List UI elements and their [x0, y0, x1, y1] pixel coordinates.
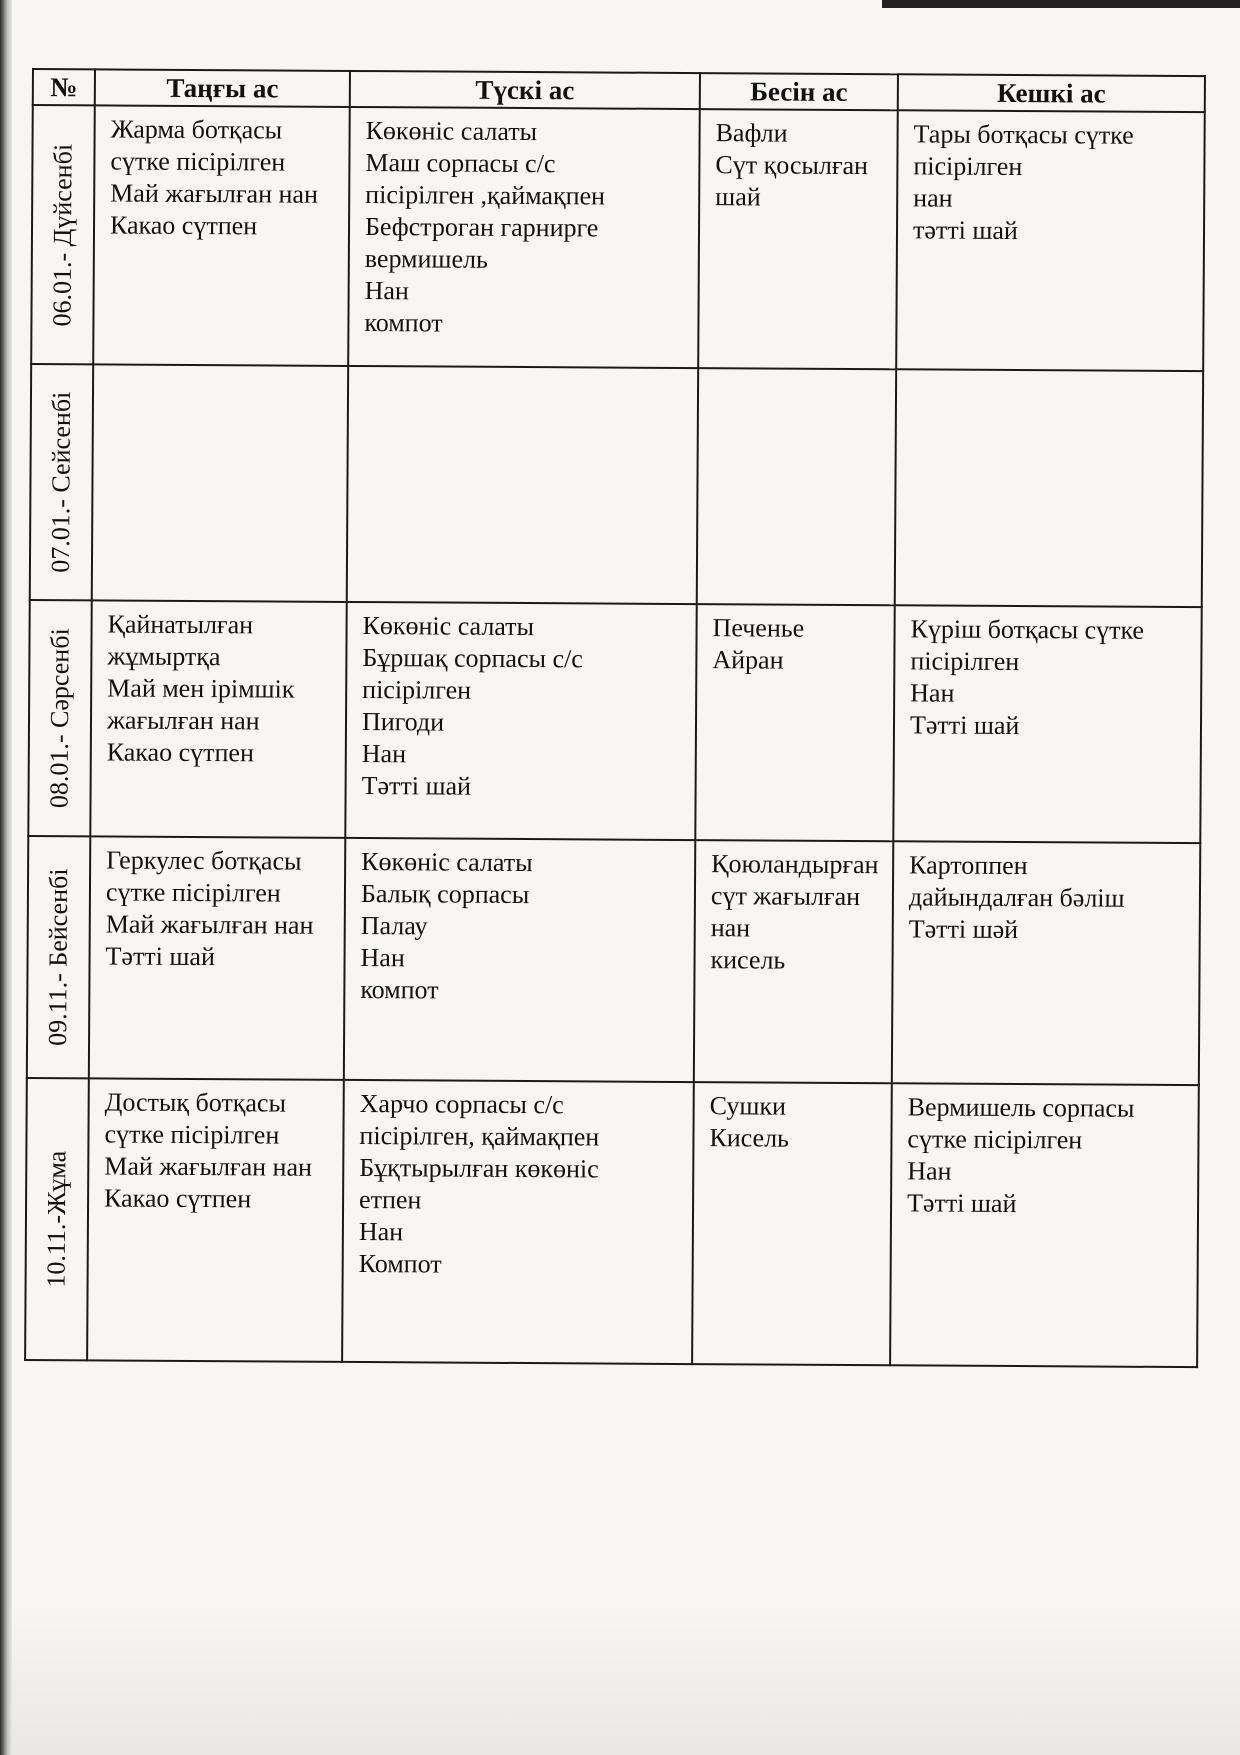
day-cell — [30, 364, 93, 600]
breakfast-items — [95, 366, 346, 374]
menu-item-line: Май жағылған нан — [104, 1151, 313, 1182]
breakfast-cell — [89, 836, 345, 1080]
dinner-items — [895, 843, 1199, 947]
menu-item-line: жұмыртқа — [107, 641, 221, 672]
weekly-menu-table — [24, 68, 1206, 1368]
bottom-shade — [12, 1600, 1240, 1755]
dinner-items — [893, 1085, 1197, 1221]
menu-item-line: сүтке пісірілген — [105, 877, 281, 908]
menu-item-line: Бефстроган гарнирге — [364, 212, 599, 243]
menu-item-line: Көкөніс салаты — [365, 116, 538, 147]
menu-item-line: Печенье — [712, 613, 805, 643]
table-row — [31, 105, 1205, 371]
snack-cell — [692, 1082, 892, 1365]
menu-item-line: сүтке пісірілген — [110, 146, 286, 177]
lunch-cell — [344, 838, 695, 1082]
header-number: № — [33, 69, 95, 105]
snack-cell — [694, 840, 893, 1083]
header-dinner: Кешкі ас — [898, 74, 1205, 112]
breakfast-items — [96, 107, 348, 243]
menu-item-line: Нан — [910, 678, 955, 708]
menu-item-line: Бұршақ сорпасы с/с — [362, 643, 583, 674]
lunch-cell — [345, 602, 696, 840]
menu-item-line: вермишель — [364, 244, 488, 274]
menu-item-line: Қайнатылған — [107, 609, 254, 640]
menu-item-line: Көкөніс салаты — [361, 847, 533, 878]
menu-item-line: Вафли — [715, 118, 788, 148]
menu-item-line: Бұқтырылған көкөніс — [359, 1153, 599, 1184]
page-edge-shadow — [0, 0, 12, 1755]
menu-item-line: тәтті шай — [912, 215, 1018, 246]
breakfast-cell — [87, 1078, 344, 1362]
menu-item-line: Какао сүтпен — [104, 1183, 252, 1214]
header-lunch: Түскі ас — [350, 71, 700, 109]
snack-items — [696, 842, 891, 977]
menu-item-line: Компот — [358, 1249, 442, 1279]
dinner-items — [899, 112, 1203, 248]
day-label: 06.01.- Дүйсенбі — [47, 143, 78, 327]
table-row — [28, 600, 1201, 843]
menu-item-line: Тәтті шай — [906, 1188, 1017, 1219]
breakfast-cell — [90, 600, 346, 838]
menu-item-line: Нан — [907, 1156, 952, 1186]
menu-item-line: Нан — [360, 943, 405, 973]
menu-item-line: Айран — [712, 645, 784, 675]
menu-item-line: пісірілген, қаймақпен — [359, 1121, 600, 1152]
day-cell — [27, 836, 90, 1078]
day-label: 10.11.-Жұма — [41, 1150, 72, 1288]
lunch-items — [348, 604, 695, 804]
menu-item-line: Жарма ботқасы — [110, 114, 283, 145]
breakfast-items — [91, 838, 343, 974]
menu-item-line: Тәтті шай — [361, 771, 472, 801]
lunch-cell — [342, 1080, 694, 1364]
paper-sheet — [12, 0, 1240, 1755]
menu-item-line: Май жағылған нан — [105, 909, 314, 940]
table-row — [25, 1078, 1199, 1367]
menu-item-line: Какао сүтпен — [106, 737, 255, 768]
dinner-cell — [895, 369, 1203, 607]
day-label: 08.01.- Сәрсенбі — [44, 628, 75, 809]
menu-item-line: Тары ботқасы сүтке — [913, 119, 1134, 150]
breakfast-cell — [93, 105, 350, 366]
menu-item-line: Күріш ботқасы сүтке — [910, 614, 1145, 645]
header-breakfast: Таңғы ас — [95, 69, 350, 107]
menu-item-line: компот — [364, 308, 443, 338]
dinner-cell — [890, 1083, 1199, 1367]
menu-item-line: Маш сорпасы с/с — [365, 148, 556, 179]
lunch-cell — [347, 366, 698, 604]
day-cell — [31, 105, 95, 364]
menu-item-line: Геркулес ботқасы — [106, 845, 302, 876]
snack-items — [701, 111, 896, 214]
lunch-cell — [348, 107, 700, 368]
lunch-items — [345, 1082, 692, 1282]
dinner-items — [898, 371, 1201, 379]
menu-item-line: Нан — [361, 739, 407, 769]
snack-items — [695, 1084, 889, 1155]
menu-item-line: Вермишель сорпасы — [907, 1092, 1135, 1123]
menu-item-line: нан — [913, 183, 953, 213]
lunch-items — [346, 840, 693, 1008]
snack-items — [698, 606, 892, 677]
menu-item-line: жағылған нан — [106, 705, 260, 736]
snack-cell — [697, 368, 896, 605]
menu-item-line: Нан — [364, 276, 409, 306]
menu-item-line: нан — [710, 913, 751, 943]
menu-item-line: пісірілген — [362, 675, 472, 705]
menu-item-line: Көкөніс салаты — [362, 611, 535, 642]
dinner-items — [896, 607, 1200, 743]
menu-item-line: сүтке пісірілген — [104, 1119, 280, 1150]
menu-item-line: Нан — [358, 1217, 404, 1247]
menu-item-line: етпен — [359, 1185, 422, 1215]
menu-item-line: сүтке пісірілген — [907, 1124, 1083, 1155]
menu-item-line: Кисель — [709, 1123, 790, 1153]
menu-item-line: Харчо сорпасы с/с — [359, 1089, 564, 1120]
menu-item-line: Тәтті шай — [909, 710, 1020, 741]
lunch-items — [350, 368, 696, 376]
table-row — [30, 364, 1203, 607]
lunch-items — [350, 109, 697, 341]
page-top-edge — [882, 0, 1240, 8]
table-row — [27, 836, 1200, 1085]
breakfast-items — [90, 1080, 342, 1216]
menu-item-line: Тәтті шәй — [908, 914, 1019, 945]
menu-item-line: Тәтті шай — [105, 941, 216, 972]
menu-item-line: сүт жағылған — [710, 881, 861, 912]
header-afternoon-snack: Бесін ас — [700, 73, 898, 110]
snack-items — [700, 370, 894, 377]
dinner-cell — [893, 605, 1201, 843]
menu-item-line: Палау — [360, 911, 428, 941]
dinner-cell — [896, 110, 1205, 371]
snack-cell — [698, 109, 898, 369]
menu-item-line: Какао сүтпен — [109, 210, 258, 241]
menu-item-line: компот — [360, 975, 439, 1005]
menu-item-line: Май жағылған нан — [110, 178, 318, 209]
menu-item-line: пісірілген — [910, 646, 1020, 677]
menu-item-line: кисель — [710, 945, 786, 975]
menu-item-line: Картоппен — [909, 850, 1028, 881]
menu-item-line: пісірілген ,қаймақпен — [365, 180, 606, 211]
dinner-cell — [892, 841, 1200, 1085]
day-cell — [25, 1078, 89, 1360]
menu-item-line: Пигоди — [361, 707, 445, 737]
menu-item-line: дайындалған бәліш — [908, 882, 1125, 913]
menu-item-line: пісірілген — [913, 151, 1023, 182]
menu-item-line: Достық ботқасы — [104, 1087, 287, 1118]
day-label: 07.01.- Сейсенбі — [45, 391, 77, 573]
day-label: 09.11.- Бейсенбі — [43, 868, 74, 1046]
menu-item-line: шай — [715, 182, 761, 212]
menu-item-line: Май мен ірімшік — [107, 673, 295, 704]
menu-item-line: Қоюландырған — [711, 849, 879, 880]
breakfast-items — [93, 602, 345, 770]
menu-item-line: Сушки — [709, 1091, 787, 1121]
breakfast-cell — [92, 364, 348, 602]
menu-item-line: Балық сорпасы — [360, 879, 530, 910]
snack-cell — [695, 604, 894, 841]
day-cell — [28, 600, 91, 836]
menu-item-line: Сүт қосылған — [715, 150, 869, 181]
